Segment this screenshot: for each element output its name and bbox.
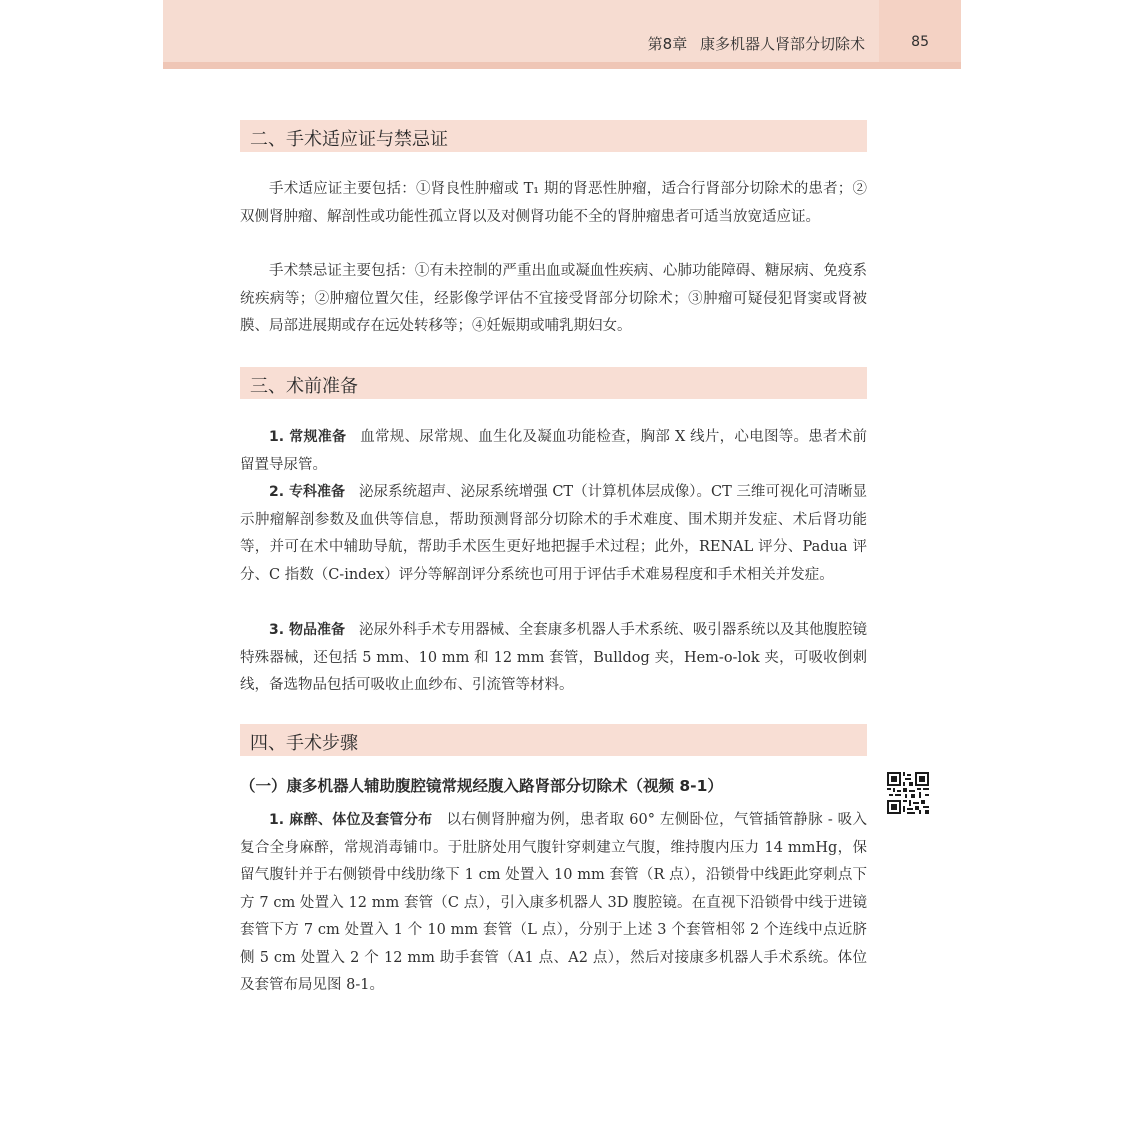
page-number: 85 (911, 34, 929, 50)
page-number-box (879, 0, 961, 62)
routine-prep-label: 1. 常规准备 (269, 429, 347, 445)
paragraph-equipment-prep (240, 617, 867, 700)
section-heading-steps (240, 724, 867, 756)
qr-code-icon[interactable] (887, 772, 929, 814)
chapter-label: 第8章 (647, 35, 688, 53)
section-heading-text: 三、术前准备 (250, 376, 358, 397)
anesthesia-ports-label: 1. 麻醉、体位及套管分布 (269, 812, 433, 828)
specialist-prep-label: 2. 专科准备 (269, 484, 346, 500)
subsection-heading: （一）康多机器人辅助腹腔镜常规经腹入路肾部分切除术（视频 8-1） (240, 777, 723, 795)
anesthesia-ports-text: 以右侧肾肿瘤为例，患者取 60° 左侧卧位，气管插管静脉 - 吸入复合全身麻醉，常规消毒铺巾。于肚脐处用气腹针穿刺建立气腹，维持腹内压力 14 mmHg，保留气腹针并于右侧锁骨中线肋缘下 1 cm 处置入 10 mm 套管（R 点），沿锁骨中线距此穿刺点下方 7 cm 处置入 12 mm 套管（C 点），引入康多机器人 3D 腹腔镜。在直视下沿锁骨中线于进镜套管下方 7 cm 处置入 1 个 10 mm 套管（L 点），分别于上述 3 个套管相邻 2 个连线中点近脐侧 5 cm 处置入 2 个 12 mm 助手套管（A1 点、A2 点），然后对接康多机器人手术系统。体位及套管布局见图 8-1。 (240, 812, 867, 993)
specialist-prep-text: 泌尿系统超声、泌尿系统增强 CT（计算机体层成像）。CT 三维可视化可清晰显示肿瘤解剖参数及血供等信息，帮助预测肾部分切除术的手术难度、围术期并发症、术后肾功能等，并可在术中辅助导航，帮助手术医生更好地把握手术过程；此外，RENAL 评分、Padua 评分、C 指数（C-index）评分等解剖评分系统也可用于评估手术难易程度和手术相关并发症。 (240, 484, 868, 583)
section-heading-text: 四、手术步骤 (250, 733, 358, 754)
running-header (648, 33, 865, 54)
section-heading-preop (240, 367, 867, 399)
paragraph-contraindications: 手术禁忌证主要包括：①有未控制的严重出血或凝血性疾病、心肺功能障碍、糖尿病、免疫系统疾病等；②肿瘤位置欠佳，经影像学评估不宜接受肾部分切除术；③肿瘤可疑侵犯肾窦或肾被膜、局部进展期或存在远处转移等；④妊娠期或哺乳期妇女。 (240, 263, 867, 334)
paragraph-specialist-prep (240, 479, 867, 589)
paragraph-routine-prep (240, 424, 867, 479)
paragraph-indications: 手术适应证主要包括：①肾良性肿瘤或 T₁ 期的肾恶性肿瘤，适合行肾部分切除术的患者；②双侧肾肿瘤、解剖性或功能性孤立肾以及对侧肾功能不全的肾肿瘤患者可适当放宽适应证。 (240, 181, 867, 225)
book-page (163, 0, 961, 1124)
header-strip (163, 62, 961, 69)
section-heading-indications (240, 120, 867, 152)
routine-prep-text: 血常规、尿常规、血生化及凝血功能检查，胸部 X 线片，心电图等。患者术前留置导尿管。 (240, 429, 867, 473)
chapter-title: 康多机器人肾部分切除术 (699, 35, 865, 53)
equipment-prep-label: 3. 物品准备 (269, 622, 346, 638)
paragraph-anesthesia-ports (240, 807, 867, 1000)
equipment-prep-text: 泌尿外科手术专用器械、全套康多机器人手术系统、吸引器系统以及其他腹腔镜特殊器械，还包括 5 mm、10 mm 和 12 mm 套管，Bulldog 夹，Hem-o-lok 夹，可吸收倒刺线，备选物品包括可吸收止血纱布、引流管等材料。 (240, 622, 868, 693)
section-heading-text: 二、手术适应证与禁忌证 (250, 129, 448, 150)
